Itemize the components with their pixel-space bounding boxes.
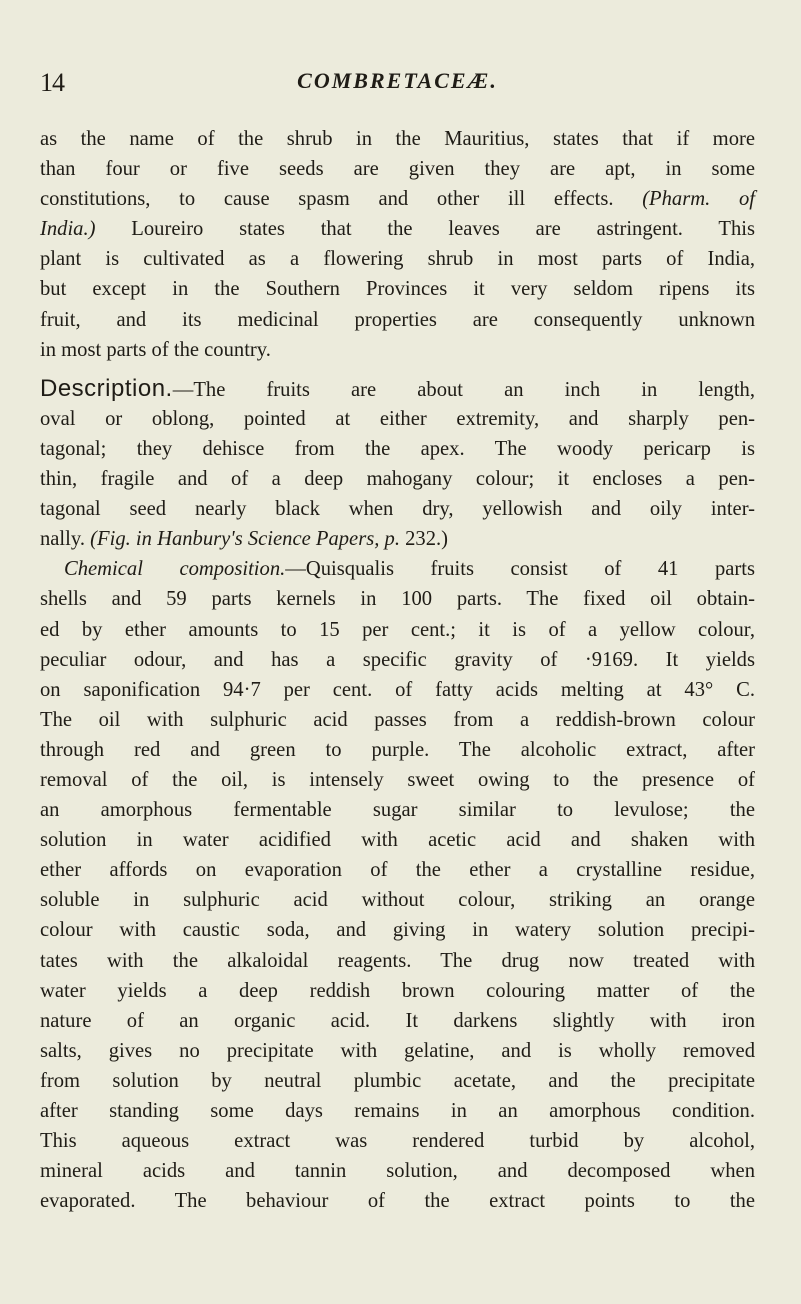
- text-line: through red and green to purple. The alcoholic extract, after: [40, 738, 755, 761]
- text-line: soluble in sulphuric acid without colour, striking an orange: [40, 889, 755, 912]
- section-heading-chemical: Chemical composition.: [64, 558, 286, 581]
- text-line: India.) Loureiro states that the leaves are astringent. This: [40, 218, 755, 241]
- body-text: [40, 124, 755, 1216]
- text-line: nature of an organic acid. It darkens slightly with iron: [40, 1009, 755, 1032]
- citation: (Pharm. of: [642, 188, 755, 211]
- text-line: but except in the Southern Provinces it very seldom ripens its: [40, 278, 755, 301]
- page-number: 14: [40, 68, 64, 97]
- text-line: evaporated. The behaviour of the extract points to the: [40, 1190, 755, 1213]
- text-line: ether affords on evaporation of the ether a crystalline residue,: [40, 859, 755, 882]
- text-line: from solution by neutral plumbic acetate, and the precipitate: [40, 1069, 755, 1092]
- text-line: as the name of the shrub in the Mauritius, states that if more: [40, 128, 755, 150]
- text-line: shells and 59 parts kernels in 100 parts. The fixed oil obtain-: [40, 588, 755, 611]
- text-line: thin, fragile and of a deep mahogany colour; it encloses a pen-: [40, 468, 755, 491]
- text-line: solution in water acidified with acetic acid and shaken with: [40, 829, 755, 852]
- text-line: on saponification 94·7 per cent. of fatty acids melting at 43° C.: [40, 678, 755, 701]
- text-line: peculiar odour, and has a specific gravity of ·9169. It yields: [40, 648, 755, 671]
- running-title: COMBRETACEÆ.: [297, 68, 498, 93]
- citation: (Fig. in Hanbury's Science Papers, p.: [90, 528, 400, 551]
- text-line: mineral acids and tannin solution, and decomposed when: [40, 1160, 755, 1183]
- text-line: fruit, and its medicinal properties are consequently unknown: [40, 308, 755, 331]
- text-line: after standing some days remains in an amorphous condition.: [40, 1100, 755, 1122]
- text-line: The oil with sulphuric acid passes from a reddish-brown colour: [40, 708, 755, 731]
- text-line: nally. (Fig. in Hanbury's Science Papers, p. 232.): [40, 528, 449, 551]
- section-heading-description: Description.: [40, 374, 173, 402]
- citation: India.): [40, 218, 96, 241]
- text-line: tates with the alkaloidal reagents. The drug now treated with: [40, 949, 755, 972]
- text-line: oval or oblong, pointed at either extremity, and sharply pen-: [40, 407, 755, 430]
- text-line: than four or five seeds are given they are apt, in some: [40, 158, 755, 181]
- text-line: removal of the oil, is intensely sweet owing to the presence of: [40, 768, 755, 791]
- text-line: Chemical composition.—Quisqualis fruits consist of 41 parts: [64, 558, 756, 581]
- running-header: [40, 68, 755, 102]
- text-line: an amorphous fermentable sugar similar to levulose; the: [40, 799, 755, 822]
- text-line: Description.—The fruits are about an inch in length,: [40, 374, 755, 402]
- text-line: salts, gives no precipitate with gelatine, and is wholly removed: [40, 1039, 755, 1062]
- text-line: tagonal; they dehisce from the apex. The woody pericarp is: [40, 437, 755, 460]
- text-line: This aqueous extract was rendered turbid by alcohol,: [40, 1130, 755, 1153]
- text-line: water yields a deep reddish brown colouring matter of the: [40, 979, 755, 1002]
- text-line: plant is cultivated as a flowering shrub in most parts of India,: [40, 248, 755, 271]
- text-line: tagonal seed nearly black when dry, yellowish and oily inter-: [40, 498, 755, 521]
- text-line: in most parts of the country.: [40, 338, 271, 361]
- text-line: ed by ether amounts to 15 per cent.; it is of a yellow colour,: [40, 618, 755, 641]
- text-line: colour with caustic soda, and giving in watery solution precipi-: [40, 919, 755, 942]
- text-line: constitutions, to cause spasm and other ill effects. (Pharm. of: [40, 188, 755, 211]
